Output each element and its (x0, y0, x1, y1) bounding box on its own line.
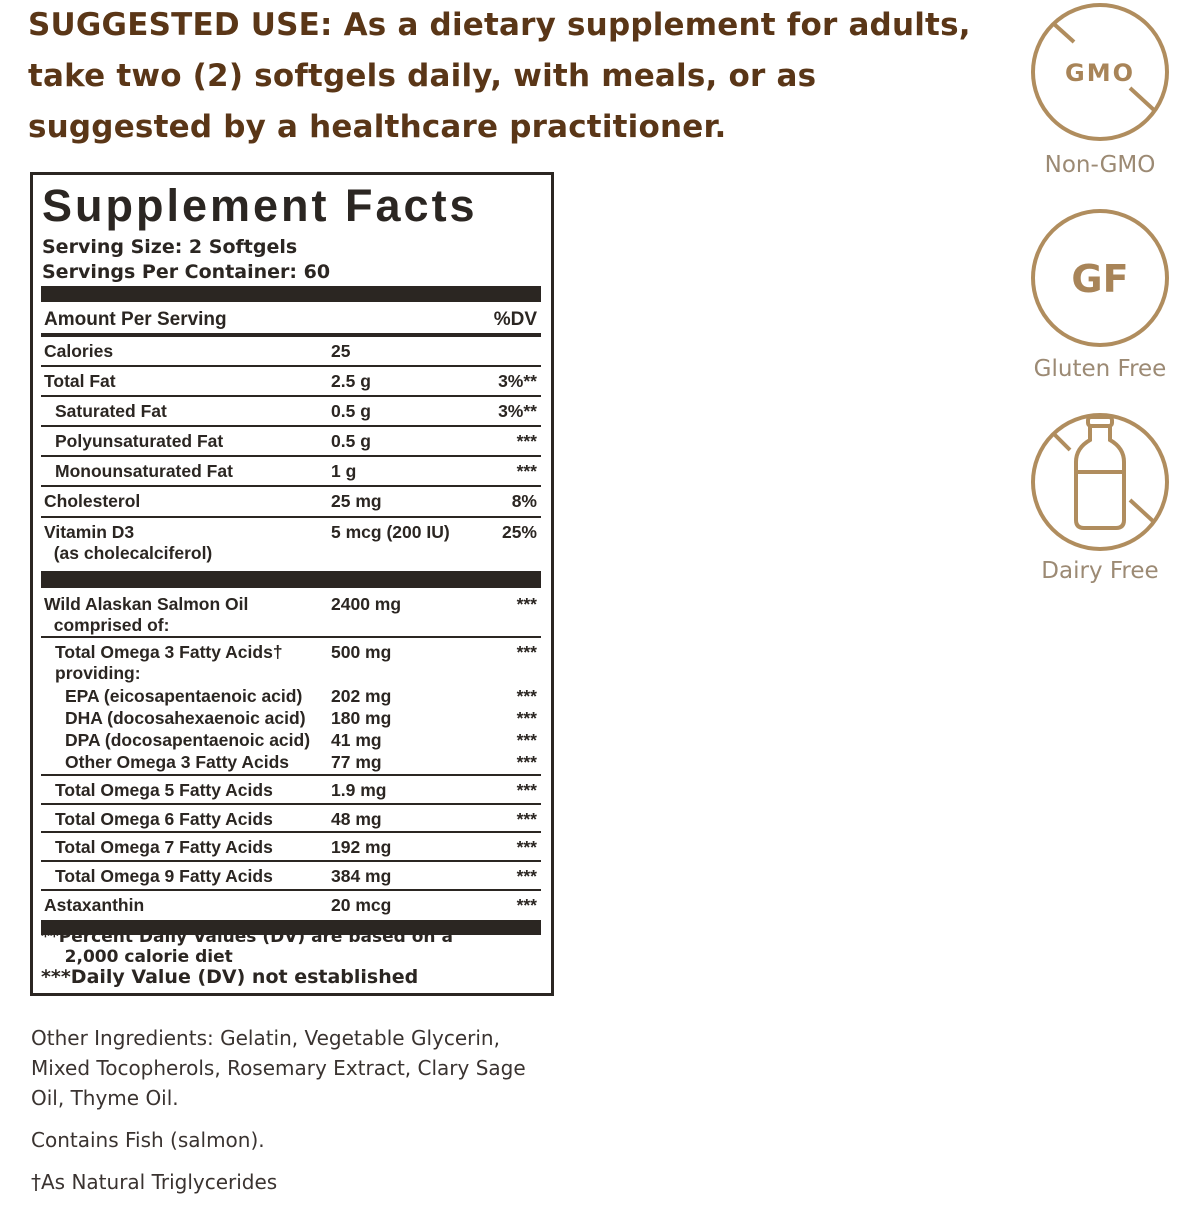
nutrient-dv: *** (516, 837, 537, 857)
nutrient-amount: 25 (331, 341, 351, 361)
nutrient-name: Other Omega 3 Fatty Acids (65, 752, 289, 772)
nutrient-name: Astaxanthin (44, 895, 145, 915)
nutrient-row (41, 427, 541, 457)
supplement-facts-panel (30, 172, 554, 996)
nutrient-amount: 2.5 g (331, 371, 371, 391)
nutrient-amount: 192 mg (331, 837, 392, 857)
badge-label: Non-GMO (1044, 152, 1156, 178)
gluten-free-icon (1030, 208, 1170, 348)
nutrient-amount: 77 mg (331, 752, 382, 772)
nutrient-amount: 48 mg (331, 809, 382, 829)
nutrient-row (41, 457, 541, 487)
nutrient-amount: 41 mg (331, 730, 382, 750)
gf-text: GF (1071, 257, 1129, 301)
nutrient-row (41, 891, 541, 919)
bottle-cap-icon (1088, 417, 1112, 426)
other-ingredients: Other Ingredients: Gelatin, Vegetable Glycerin, Mixed Tocopherols, Rosemary Extract, Clary Sage Oil, Thyme Oil. (31, 1026, 526, 1110)
nutrient-row (41, 487, 541, 518)
nutrient-amount: 25 mg (331, 491, 382, 511)
amount-per-serving-label: Amount Per Serving (44, 309, 227, 330)
nutrient-dv: *** (516, 461, 537, 481)
nutrient-row (41, 590, 541, 638)
badge-label: Dairy Free (1041, 558, 1159, 584)
nutrient-name: Vitamin D3 (as cholecalciferol) (44, 522, 213, 563)
facts-title: Supplement Facts (42, 180, 478, 231)
nutrient-name: Polyunsaturated Fat (55, 431, 224, 451)
nutrient-name: Total Fat (44, 371, 116, 391)
nutrient-row (41, 397, 541, 427)
nutrient-amount: 1.9 mg (331, 780, 387, 800)
nutrient-row (41, 367, 541, 397)
nutrient-dv: *** (516, 730, 537, 750)
nutrient-dv: *** (516, 809, 537, 829)
nutrient-amount: 202 mg (331, 686, 392, 706)
nutrient-amount: 2400 mg (331, 594, 402, 614)
nutrient-amount: 1 g (331, 461, 357, 481)
dv-header: %DV (493, 309, 537, 330)
nutrient-dv: *** (516, 708, 537, 728)
facts-header-row (41, 305, 541, 337)
nutrient-dv: *** (516, 431, 537, 451)
servings-per-container: Servings Per Container: 60 (42, 261, 331, 283)
nutrient-amount: 384 mg (331, 866, 392, 886)
serving-size: Serving Size: 2 Softgels (42, 236, 298, 258)
nutrient-name: EPA (eicosapentaenoic acid) (65, 686, 303, 706)
suggested-use: SUGGESTED USE: As a dietary supplement for adults, take two (2) softgels daily, with meals, or as suggested by a healthcare practitioner. (28, 7, 971, 145)
milk-bottle-icon (1076, 426, 1124, 528)
divider-bar (41, 571, 541, 588)
nutrient-row (41, 704, 541, 726)
nutrient-row (41, 805, 541, 833)
nutrient-name: Total Omega 3 Fatty Acids† providing: (55, 642, 283, 683)
nutrient-row (41, 862, 541, 891)
nutrient-dv: 3%** (498, 371, 537, 391)
nutrient-name: Saturated Fat (55, 401, 167, 421)
nutrient-row (41, 638, 541, 682)
nutrient-dv: 25% (501, 522, 537, 542)
badge-dairy-free (1030, 412, 1170, 584)
footnote-dv-basis: **Percent Daily Values (DV) are based on a 2,000 calorie diet (41, 927, 453, 967)
non-gmo-icon (1030, 2, 1170, 142)
nutrient-row (41, 726, 541, 748)
nutrient-dv: *** (516, 642, 537, 662)
nutrient-amount: 0.5 g (331, 431, 371, 451)
nutrient-row (41, 776, 541, 805)
nutrient-name: Cholesterol (44, 491, 141, 511)
nutrient-amount: 500 mg (331, 642, 392, 662)
nutrient-name: Total Omega 9 Fatty Acids (55, 866, 273, 886)
dagger-note: †As Natural Triglycerides (31, 1170, 278, 1194)
facts-table (41, 305, 541, 935)
nutrient-row (41, 748, 541, 776)
nutrient-dv: *** (516, 866, 537, 886)
nutrient-name: DPA (docosapentaenoic acid) (65, 730, 311, 750)
nutrient-amount: 180 mg (331, 708, 392, 728)
nutrient-name: Total Omega 5 Fatty Acids (55, 780, 273, 800)
nutrient-dv: *** (516, 780, 537, 800)
nutrient-row (41, 682, 541, 704)
nutrient-name: Calories (44, 341, 114, 361)
nutrient-amount: 0.5 g (331, 401, 371, 421)
footnotes (41, 927, 453, 987)
footnote-dv-not-established: ***Daily Value (DV) not established (41, 966, 419, 988)
nutrient-dv: 3%** (498, 401, 537, 421)
nutrient-row (41, 337, 541, 367)
nutrient-dv: *** (516, 686, 537, 706)
nutrient-dv: 8% (511, 491, 537, 511)
nutrient-row (41, 833, 541, 862)
gmo-text: GMO (1065, 59, 1135, 87)
dairy-free-icon (1030, 412, 1170, 552)
badge-label: Gluten Free (1033, 356, 1167, 382)
nutrient-name: Total Omega 7 Fatty Acids (55, 837, 273, 857)
allergen-statement: Contains Fish (salmon). (31, 1128, 265, 1152)
nutrient-name: DHA (docosahexaenoic acid) (65, 708, 306, 728)
nutrient-name: Monounsaturated Fat (55, 461, 233, 481)
other-ingredients-section (31, 1023, 561, 1209)
nutrient-row (41, 518, 541, 571)
badge-gluten-free (1030, 208, 1170, 382)
nutrient-dv: *** (516, 594, 537, 614)
nutrient-name: Total Omega 6 Fatty Acids (55, 809, 273, 829)
nutrient-amount: 20 mcg (331, 895, 392, 915)
nutrient-dv: *** (516, 895, 537, 915)
nutrient-amount: 5 mcg (200 IU) (331, 522, 450, 542)
divider-bar (41, 286, 541, 302)
badge-non-gmo (1030, 2, 1170, 178)
nutrient-name: Wild Alaskan Salmon Oil comprised of: (44, 594, 249, 635)
nutrient-dv: *** (516, 752, 537, 772)
